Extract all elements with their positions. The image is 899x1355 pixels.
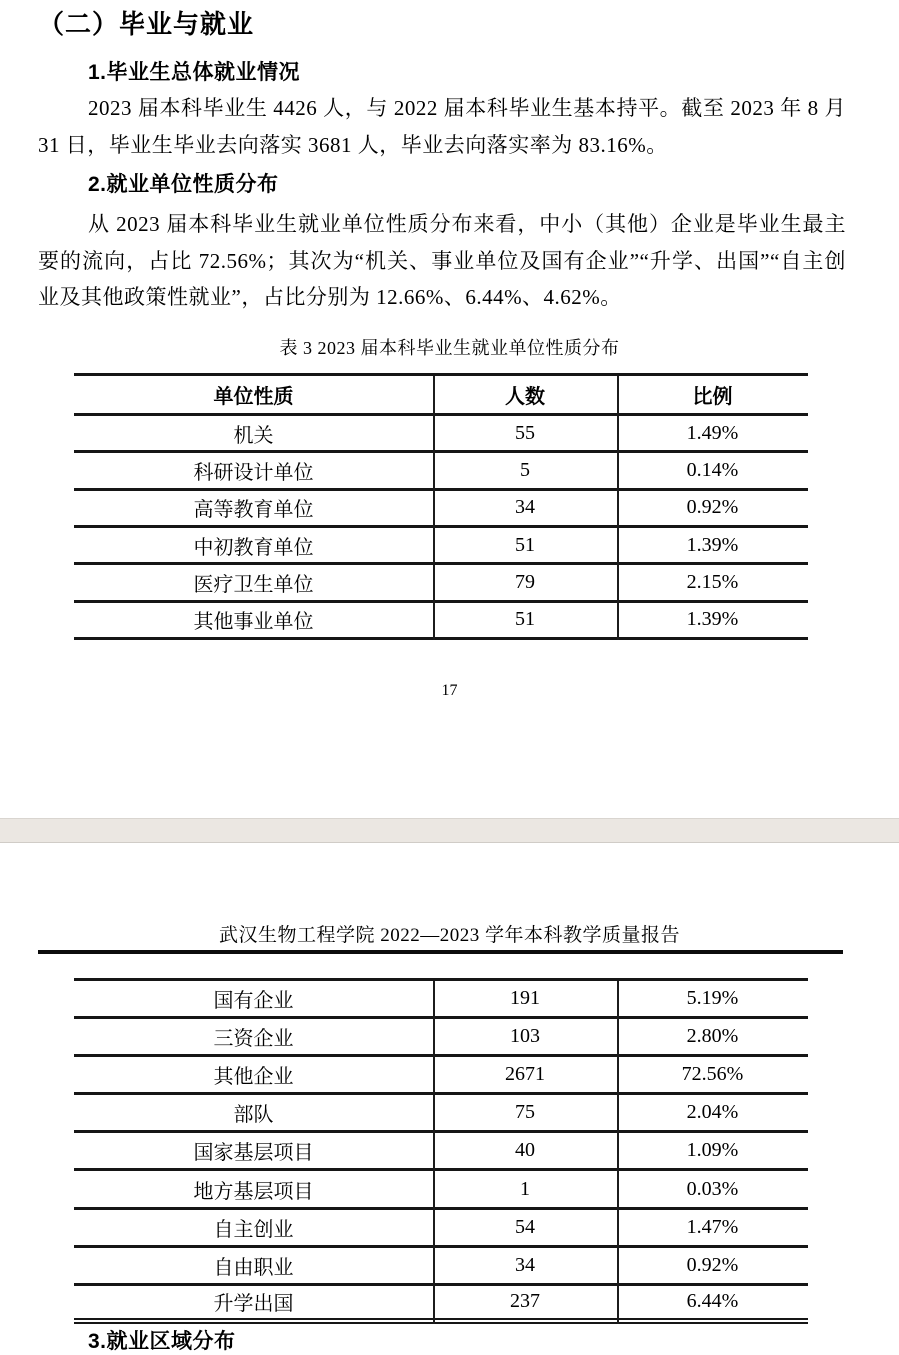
table-cell: 51: [515, 533, 535, 556]
table-row: [74, 1133, 808, 1171]
table-column-divider: [433, 981, 435, 1324]
table-row: [74, 1286, 808, 1324]
table-caption: 表 3 2023 届本科毕业生就业单位性质分布: [279, 338, 620, 358]
table-cell: 1.49%: [686, 421, 739, 444]
table-cell: 79: [515, 570, 535, 593]
table-row: [74, 1248, 808, 1286]
table-cell: 5: [520, 458, 530, 481]
table-cell: 2671: [505, 1063, 545, 1086]
table-cell: 34: [515, 496, 535, 519]
table-row: [74, 1057, 808, 1095]
table-cell: 1.39%: [686, 533, 739, 556]
page-separator-band: [0, 818, 899, 843]
table-header-cell: 人数: [505, 386, 545, 408]
table-row: [74, 416, 808, 453]
table-cell: 高等教育单位: [193, 499, 314, 522]
table-body: [74, 981, 808, 1324]
table-cell: 部队: [233, 1104, 274, 1127]
table-cell: 科研设计单位: [193, 461, 314, 484]
table-row: [74, 603, 808, 640]
subsection-heading-1: 1.毕业生总体就业情况: [88, 61, 301, 84]
table-cell: 中初教育单位: [193, 536, 314, 559]
table-cell: 103: [510, 1025, 540, 1048]
table-row: [74, 1019, 808, 1057]
table-cell: 机关: [233, 424, 274, 447]
table-cell: 1: [520, 1177, 530, 1200]
table-cell: 国家基层项目: [193, 1142, 314, 1165]
employment-unit-table-continued: [74, 978, 808, 1324]
table-cell: 6.44%: [686, 1290, 739, 1313]
table-row: [74, 1095, 808, 1133]
page-number: 17: [441, 682, 458, 699]
running-header: 武汉生物工程学院 2022—2023 学年本科教学质量报告: [218, 925, 680, 946]
table-row: [74, 1210, 808, 1248]
table-cell: 自由职业: [213, 1256, 294, 1279]
table-cell: 0.14%: [686, 458, 739, 481]
table-cell: 1.09%: [686, 1139, 739, 1162]
paragraph-unit-distribution: 从 2023 届本科毕业生就业单位性质分布来看，中小（其他）企业是毕业生最主要的流向，占比 72.56%；其次为“机关、事业单位及国有企业”“升学、出国”“自主创业及其他政策性就业”，占比分别为 12.66%、6.44%、4.62%。: [38, 212, 846, 309]
table-cell: 51: [515, 608, 535, 631]
table-cell: 1.39%: [686, 608, 739, 631]
table-cell: 国有企业: [213, 990, 294, 1013]
table-cell: 医疗卫生单位: [193, 573, 314, 596]
table-row: [74, 491, 808, 528]
table-cell: 0.92%: [686, 496, 739, 519]
table-cell: 其他事业单位: [193, 611, 314, 634]
table-header-cell: 单位性质: [213, 386, 294, 408]
subsection-heading-2: 2.就业单位性质分布: [88, 173, 279, 196]
paragraph-employment-overview: 2023 届本科毕业生 4426 人，与 2022 届本科毕业生基本持平。截至 2023 年 8 月 31 日，毕业生毕业去向落实 3681 人，毕业去向落实率为 83.16%。: [38, 96, 846, 157]
employment-unit-table: [74, 373, 808, 640]
subsection-heading-3-clipped: 3.就业区域分布: [88, 1330, 236, 1353]
section-heading: （二）毕业与就业: [38, 9, 255, 39]
table-body: [74, 416, 808, 640]
table-column-divider: [617, 981, 619, 1324]
table-column-divider: [433, 376, 435, 640]
table-cell: 升学出国: [213, 1293, 294, 1316]
table-cell: 34: [515, 1253, 535, 1276]
table-cell: 其他企业: [213, 1066, 294, 1089]
table-row: [74, 528, 808, 565]
table-cell: 2.15%: [686, 570, 739, 593]
table-row: [74, 565, 808, 602]
table-cell: 72.56%: [681, 1063, 744, 1086]
table-cell: 191: [510, 987, 540, 1010]
table-cell: 237: [510, 1290, 540, 1313]
table-row: [74, 981, 808, 1019]
table-cell: 54: [515, 1215, 535, 1238]
table-header-row: [74, 376, 808, 416]
table-cell: 40: [515, 1139, 535, 1162]
table-cell: 0.03%: [686, 1177, 739, 1200]
table-cell: 三资企业: [213, 1028, 294, 1051]
table-cell: 自主创业: [213, 1218, 294, 1241]
table-cell: 5.19%: [686, 987, 739, 1010]
table-cell: 1.47%: [686, 1215, 739, 1238]
table-cell: 2.04%: [686, 1101, 739, 1124]
table-header-cell: 比例: [692, 386, 733, 408]
table-column-divider: [617, 376, 619, 640]
table-cell: 55: [515, 421, 535, 444]
table-cell: 2.80%: [686, 1025, 739, 1048]
header-rule: [38, 950, 843, 954]
table-cell: 0.92%: [686, 1253, 739, 1276]
table-cell: 地方基层项目: [193, 1180, 314, 1203]
table-cell: 75: [515, 1101, 535, 1124]
table-row: [74, 453, 808, 490]
table-row: [74, 1171, 808, 1209]
